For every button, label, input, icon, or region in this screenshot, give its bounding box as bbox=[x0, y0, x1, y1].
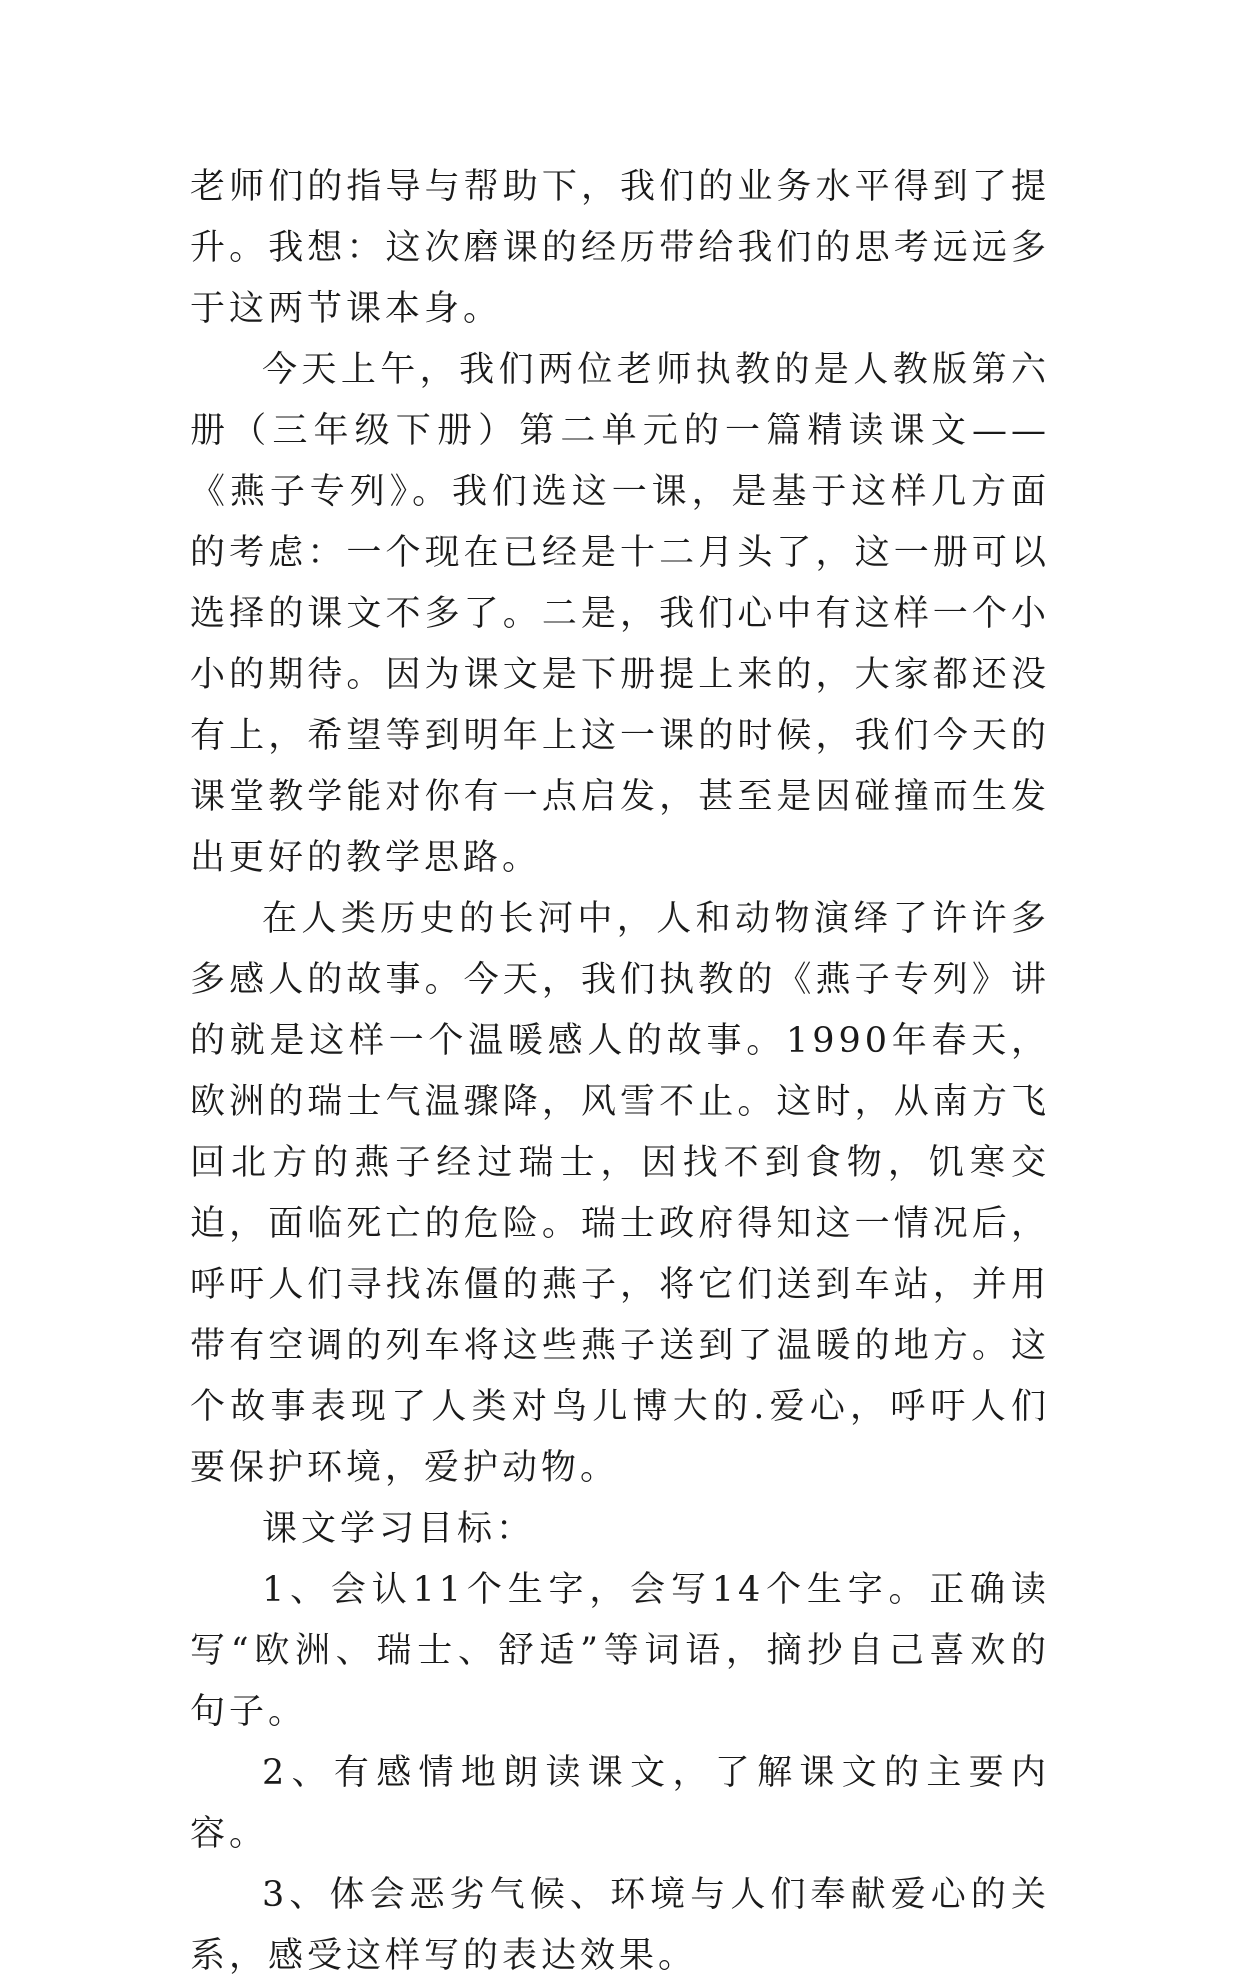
paragraph-story-summary: 在人类历史的长河中，人和动物演绎了许许多多感人的故事。今天，我们执教的《燕子专列》讲的就是这样一个温暖感人的故事。1990年春天，欧洲的瑞士气温骤降，风雪不止。这时，从南方飞回北方的燕子经过瑞士，因找不到食物，饥寒交迫，面临死亡的危险。瑞士政府得知这一情况后，呼吁人们寻找冻僵的燕子，将它们送到车站，并用带有空调的列车将这些燕子送到了温暖的地方。这个故事表现了人类对鸟儿博大的.爱心，呼吁人们要保护环境，爱护动物。 bbox=[190, 899, 1050, 1488]
paragraph-intro-continuation: 老师们的指导与帮助下，我们的业务水平得到了提升。我想：这次磨课的经历带给我们的思考远远多于这两节课本身。 bbox=[190, 167, 1050, 329]
paragraph-objectives-heading: 课文学习目标： bbox=[262, 1509, 536, 1549]
paragraph-objective-1: 1、会认11个生字，会写14个生字。正确读写“欧洲、瑞士、舒适”等词语，摘抄自己喜欢的句子。 bbox=[190, 1570, 1050, 1732]
document-body bbox=[190, 157, 1050, 1987]
paragraph-objective-3: 3、体会恶劣气候、环境与人们奉献爱心的关系，感受这样写的表达效果。 bbox=[190, 1875, 1050, 1976]
paragraph-lesson-choice: 今天上午，我们两位老师执教的是人教版第六册（三年级下册）第二单元的一篇精读课文——《燕子专列》。我们选这一课，是基于这样几方面的考虑：一个现在已经是十二月头了，这一册可以选择的课文不多了。二是，我们心中有这样一个小小的期待。因为课文是下册提上来的，大家都还没有上，希望等到明年上这一课的时候，我们今天的课堂教学能对你有一点启发，甚至是因碰撞而生发出更好的教学思路。 bbox=[190, 350, 1050, 878]
paragraph-objective-2: 2、有感情地朗读课文，了解课文的主要内容。 bbox=[190, 1753, 1050, 1854]
